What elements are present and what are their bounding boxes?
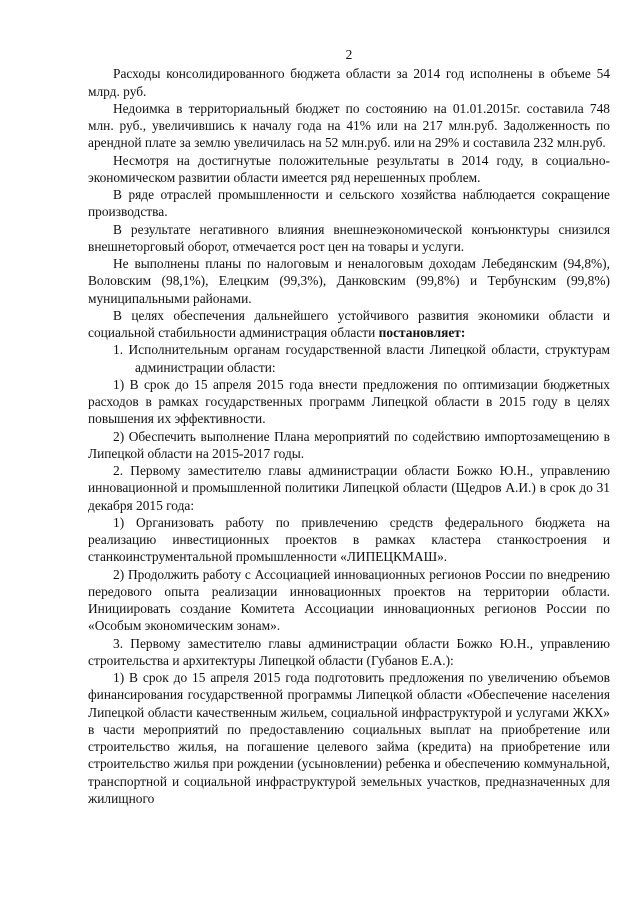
page-number: 2 <box>345 47 353 62</box>
item-3-construction <box>88 635 610 670</box>
paragraph-text: В результате негативного влияния внешнеэкономической конъюнктуры снизился внешнеторговый оборот, отмечается рост цен на товары и услуги. <box>88 221 610 254</box>
paragraph-text: В целях обеспечения дальнейшего устойчивого развития экономики области и социальной стабильности администрация области <box>88 307 610 340</box>
paragraph-text: Расходы консолидированного бюджета области за 2014 год исполнены в объеме 54 млрд. руб. <box>88 66 610 99</box>
item-1-1-budget-optimization <box>88 376 610 428</box>
item-2-1-federal-funds <box>88 514 610 566</box>
resolution-keyword: постановляет: <box>378 325 466 340</box>
paragraph-text: Недоимка в территориальный бюджет по состоянию на 01.01.2015г. составила 748 млн. руб., увеличившись к началу года на 41% или на 217 млн.руб. Задолженность по арендной плате за землю увеличилась на 52 млн.руб. или на 29% и составила 232 млн.руб. <box>88 100 610 151</box>
item-3-1-housing-program <box>88 669 610 807</box>
paragraph-budget-expenses <box>88 65 610 100</box>
paragraph-unsolved-problems <box>88 152 610 187</box>
paragraph-text: Несмотря на достигнутые положительные результаты в 2014 году, в социально-экономическом развитии области имеется ряд нерешенных проблем. <box>88 152 610 185</box>
paragraph-tax-arrears <box>88 100 610 152</box>
paragraph-text: 1) В срок до 15 апреля 2015 года подготовить предложения по увеличению объемов финансирования государственной программы Липецкой области «Обеспечение населения Липецкой области качественным жильем, социальной инфраструктурой и услугами ЖКХ» в части мероприятий по предоставлению социальных выплат на приобретение или строительство жилья, на погашение целевого займа (кредита) на приобретение или строительство жилья при рождении (усыновлении) ребенка и обеспечению коммунальной, транспортной и социальной инфраструктурой земельных участков, предназначенных для жилищного <box>88 670 610 806</box>
item-2-2-innovation-association <box>88 566 610 635</box>
paragraph-text: 1. Исполнительным органам государственной власти Липецкой области, структурам администрации области: <box>113 342 610 375</box>
paragraph-revenue-plans <box>88 255 610 307</box>
paragraph-text: 2) Обеспечить выполнение Плана мероприятий по содействию импортозамещению в Липецкой области на 2015-2017 годы. <box>88 428 610 461</box>
item-1-executive-bodies <box>88 341 610 376</box>
paragraph-text: Не выполнены планы по налоговым и неналоговым доходам Лебедянским (94,8%), Воловским (98,1%), Елецким (99,3%), Данковским (99,8%) и Тербунским (99,8%) муниципальными районами. <box>88 256 610 306</box>
paragraph-text: 1) В срок до 15 апреля 2015 года внести предложения по оптимизации бюджетных расходов в рамках государственных программ Липецкой области в 2015 году в целях повышения их эффективности. <box>88 376 610 427</box>
paragraph-text: 2. Первому заместителю главы администрации области Божко Ю.Н., управлению инновационной и промышленной политики Липецкой области (Щедров А.И.) в срок до 31 декабря 2015 года: <box>88 463 610 513</box>
item-1-2-import-substitution <box>88 428 610 463</box>
paragraph-text: 2) Продолжить работу с Ассоциацией инновационных регионов России по внедрению передового опыта реализации инновационных проектов на территории области. Инициировать создание Комитета Ассоциации инновационных регионов России по «Особым экономическим зонам». <box>88 566 610 634</box>
paragraph-text: 1) Организовать работу по привлечению средств федерального бюджета на реализацию инвестиционных проектов в рамках кластера станкостроения и станкоинструментальной промышленности «ЛИПЕЦКМАШ». <box>88 514 610 565</box>
item-2-innovation-policy <box>88 462 610 514</box>
paragraph-production-decline <box>88 186 610 221</box>
paragraph-text: 3. Первому заместителю главы администрации области Божко Ю.Н., управлению строительства и архитектуры Липецкой области (Губанов Е.А.): <box>88 635 610 668</box>
paragraph-foreign-trade <box>88 221 610 256</box>
paragraph-text: В ряде отраслей промышленности и сельского хозяйства наблюдается сокращение производства. <box>88 187 610 220</box>
paragraph-resolution-intro <box>88 307 610 342</box>
